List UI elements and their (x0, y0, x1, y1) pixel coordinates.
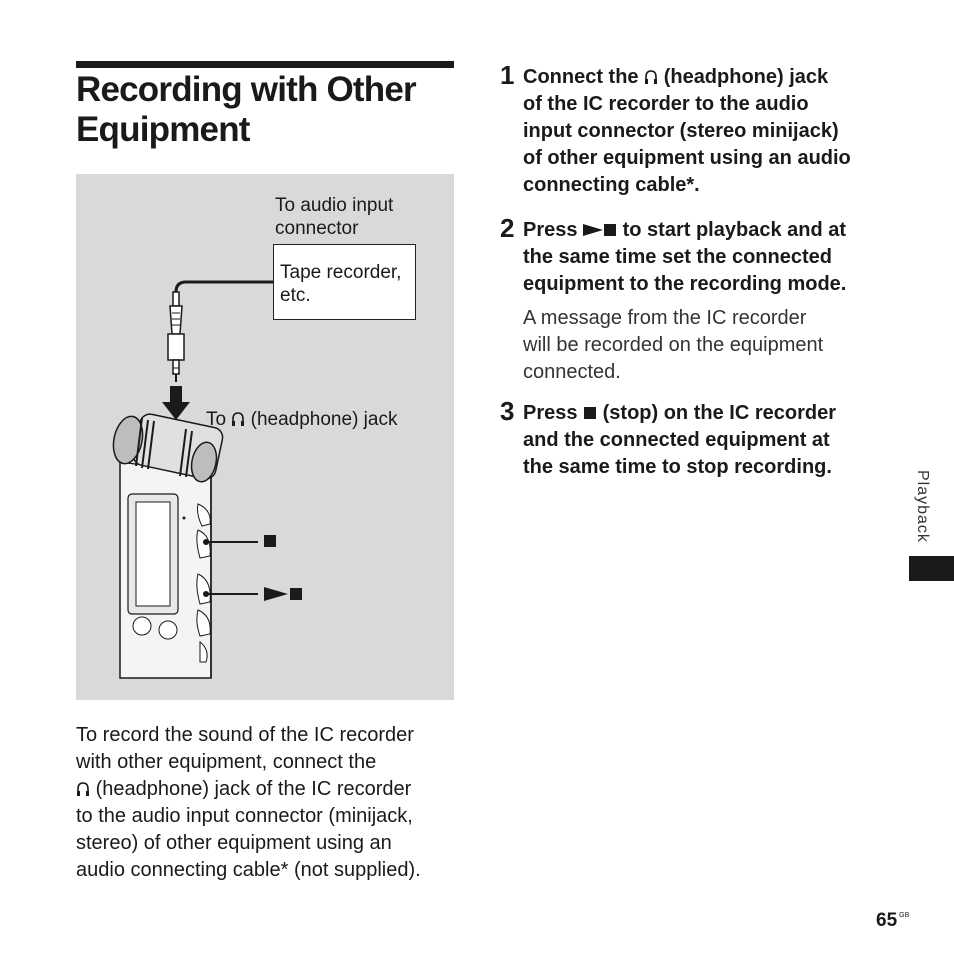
stop-icon (583, 405, 597, 421)
step-line: the same time set the connected (523, 246, 832, 268)
headphone-icon (76, 781, 90, 797)
section-side-label (915, 470, 929, 550)
play-stop-icon (264, 587, 302, 601)
intro-line: To record the sound of the IC recorder (76, 724, 414, 746)
audio-cable (176, 282, 273, 294)
intro-line: to the audio input connector (minijack, (76, 805, 413, 827)
step-line: input connector (stereo minijack) (523, 120, 839, 142)
jack-caption-prefix: To (206, 409, 227, 430)
headphone-icon (644, 69, 658, 85)
section-label-text: Playback (914, 470, 931, 543)
intro-line-text: (headphone) jack of the IC recorder (95, 778, 412, 800)
step-line: connecting cable*. (523, 174, 700, 196)
step-text-part: (headphone) jack (663, 66, 829, 88)
minijack-plug-icon (168, 292, 184, 382)
page-number (876, 910, 909, 932)
audio-input-caption: To audio input connector (275, 195, 394, 239)
step-text-part: Connect the (523, 66, 639, 88)
note-line: will be recorded on the equipment (523, 334, 824, 356)
step-line: and the connected equipment at (523, 429, 830, 451)
step-line: of other equipment using an audio (523, 147, 851, 169)
page-title: Recording with Other Equipment (76, 70, 416, 149)
note-line: A message from the IC recorder (523, 307, 807, 329)
step-text-part: to start playback and at (622, 219, 847, 241)
tape-recorder-box (273, 244, 416, 320)
step-line (523, 400, 875, 427)
step-number: 3 (500, 396, 515, 426)
ic-recorder-icon (109, 412, 224, 678)
stop-icon (264, 535, 276, 547)
step-text (523, 217, 875, 298)
step-text-part: Press (523, 402, 578, 424)
step-number: 1 (500, 60, 515, 90)
jack-caption-suffix: (headphone) jack (250, 409, 398, 430)
step-line (523, 64, 875, 91)
step-note (523, 305, 863, 386)
section-tab (909, 556, 954, 581)
intro-line: with other equipment, connect the (76, 751, 377, 773)
step-text-part: Press (523, 219, 578, 241)
step-line (523, 217, 875, 244)
intro-line: audio connecting cable* (not supplied). (76, 859, 421, 881)
step-line: equipment to the recording mode. (523, 273, 847, 295)
headphone-icon (231, 411, 245, 427)
intro-line (76, 776, 456, 803)
insert-arrow-icon (162, 386, 190, 420)
step-line: the same time to stop recording. (523, 456, 832, 478)
tape-recorder-label: Tape recorder, etc. (280, 262, 402, 306)
title-rule (76, 61, 454, 68)
page-region-code: GB (899, 912, 910, 919)
note-line: connected. (523, 361, 621, 383)
intro-line: stereo) of other equipment using an (76, 832, 392, 854)
step-text (523, 400, 875, 481)
step-number: 2 (500, 213, 515, 243)
step-line: of the IC recorder to the audio (523, 93, 809, 115)
intro-paragraph (76, 722, 456, 884)
headphone-jack-caption (206, 408, 397, 431)
step-text (523, 64, 875, 199)
play-stop-icon (583, 222, 617, 238)
page-number-value: 65 (876, 910, 898, 931)
step-text-part: (stop) on the IC recorder (602, 402, 836, 424)
connection-figure (76, 174, 454, 700)
